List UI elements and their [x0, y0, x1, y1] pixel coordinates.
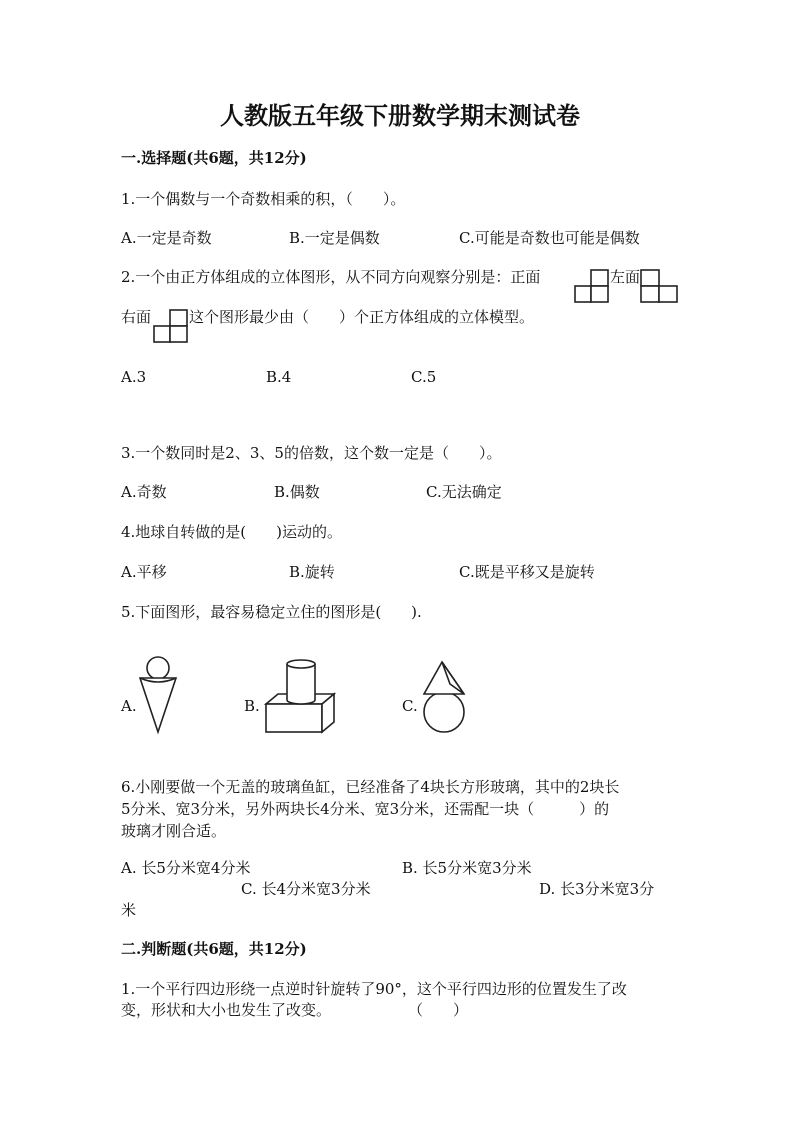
question-5-option-b[interactable]: B. — [244, 697, 260, 715]
question-3-option-c[interactable]: C.无法确定 — [426, 483, 502, 501]
question-6-option-d-tail: 米 — [121, 901, 137, 919]
judgment-1-answer-paren[interactable]: （ ） — [408, 1001, 469, 1019]
question-3-option-a[interactable]: A.奇数 — [121, 483, 167, 501]
question-5-option-a[interactable]: A. — [121, 697, 137, 715]
left-view-figure — [640, 269, 678, 303]
question-3-option-b[interactable]: B.偶数 — [274, 483, 320, 501]
question-4-option-a[interactable]: A.平移 — [121, 563, 167, 581]
ice-cream-cone-figure — [138, 656, 178, 734]
section-heading-judgment: 二.判断题(共6题，共12分) — [121, 940, 307, 958]
question-6-option-c[interactable]: C. 长4分米宽3分米 — [241, 880, 371, 898]
question-6-option-d[interactable]: D. 长3分米宽3分 — [539, 880, 655, 898]
question-2-text: 2.一个由正方体组成的立体图形，从不同方向观察分别是：正面 — [121, 268, 541, 286]
question-6-option-b[interactable]: B. 长5分米宽3分米 — [402, 859, 532, 877]
question-1-text: 1.一个偶数与一个奇数相乘的积，（ ）。 — [121, 190, 406, 208]
page-title: 人教版五年级下册数学期末测试卷 — [220, 101, 580, 130]
question-5-option-c[interactable]: C. — [402, 697, 418, 715]
question-2-option-a[interactable]: A.3 — [121, 368, 147, 386]
question-4-option-c[interactable]: C.既是平移又是旋转 — [459, 563, 595, 581]
judgment-1-text-line1: 1.一个平行四边形绕一点逆时针旋转了90°，这个平行四边形的位置发生了改 — [121, 980, 627, 998]
question-5-text: 5.下面图形，最容易稳定立住的图形是( ). — [121, 603, 422, 621]
cylinder-on-block-figure — [265, 656, 335, 734]
question-2-option-c[interactable]: C.5 — [411, 368, 437, 386]
question-4-text: 4.地球自转做的是( )运动的。 — [121, 523, 343, 541]
question-6-option-a[interactable]: A. 长5分米宽4分米 — [121, 859, 251, 877]
question-2-text-continued: 这个图形最少由（ ）个正方体组成的立体模型。 — [189, 308, 535, 326]
left-view-label: 左面 — [610, 268, 641, 286]
question-4-option-b[interactable]: B.旋转 — [289, 563, 335, 581]
question-1-option-a[interactable]: A.一定是奇数 — [121, 229, 212, 247]
question-6-text-line2: 5分米、宽3分米，另外两块长4分米、宽3分米，还需配一块（ ）的 — [121, 800, 610, 818]
right-view-figure — [153, 309, 189, 343]
question-1-option-b[interactable]: B.一定是偶数 — [289, 229, 380, 247]
front-view-figure — [574, 269, 610, 303]
judgment-1-text-line2: 变，形状和大小也发生了改变。 — [121, 1001, 332, 1019]
question-3-text: 3.一个数同时是2、3、5的倍数，这个数一定是（ ）。 — [121, 444, 502, 462]
question-2-option-b[interactable]: B.4 — [266, 368, 292, 386]
question-6-text-line3: 玻璃才刚合适。 — [121, 822, 227, 840]
right-view-label: 右面 — [121, 308, 152, 326]
question-1-option-c[interactable]: C.可能是奇数也可能是偶数 — [459, 229, 640, 247]
question-6-text-line1: 6.小刚要做一个无盖的玻璃鱼缸，已经准备了4块长方形玻璃，其中的2块长 — [121, 778, 620, 796]
section-heading-choice: 一.选择题(共6题，共12分) — [121, 149, 307, 167]
cone-on-ball-figure — [420, 660, 468, 734]
